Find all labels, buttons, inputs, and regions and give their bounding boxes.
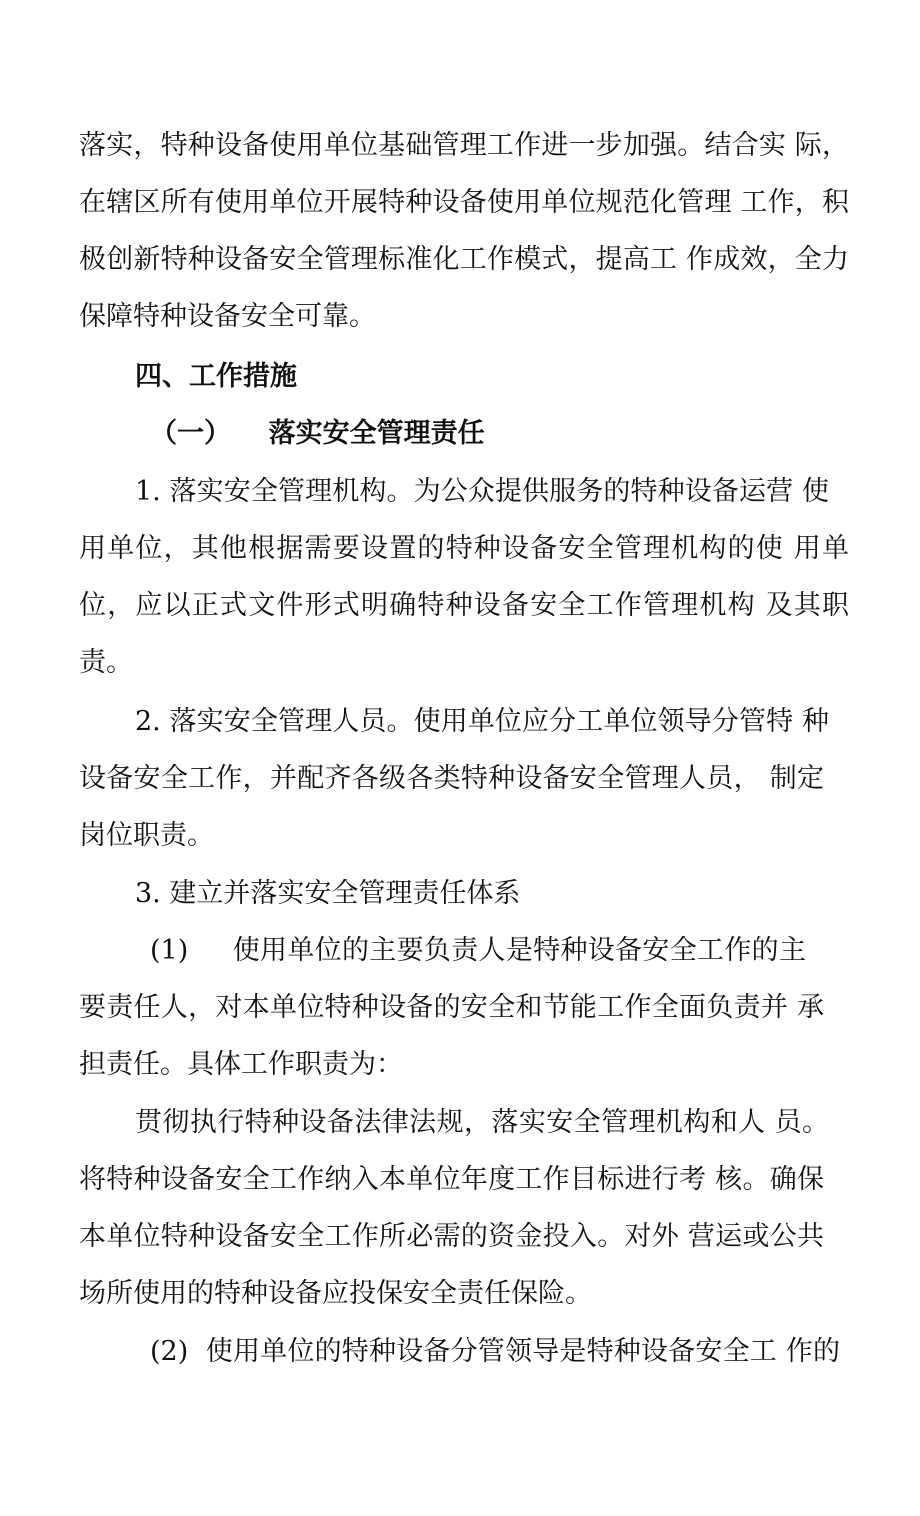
body-line: 设备安全工作，并配齐各级各类特种设备安全管理人员， 制定 xyxy=(79,763,824,794)
body-line: 场所使用的特种设备应投保安全责任保险。 xyxy=(79,1278,592,1309)
body-line: 担责任。具体工作职责为： xyxy=(79,1049,403,1080)
section-heading: 四、工作措施 xyxy=(135,361,297,392)
body-line: 位，应以正式文件形式明确特种设备安全工作管理机构 及其职 xyxy=(79,590,849,621)
body-line: 本单位特种设备安全工作所必需的资金投入。对外 营运或公共 xyxy=(79,1221,824,1252)
item-heading-line: 3. 建立并落实安全管理责任体系 xyxy=(135,878,521,909)
body-line: 责。 xyxy=(79,647,133,678)
body-line: 保障特种设备安全可靠。 xyxy=(79,301,376,332)
item-heading-line: 1. 落实安全管理机构。为公众提供服务的特种设备运营 使 xyxy=(135,476,829,507)
body-line: 贯彻执行特种设备法律法规，落实安全管理机构和人 员。 xyxy=(135,1107,829,1138)
item-heading-line: 2. 落实安全管理人员。使用单位应分工单位领导分管特 种 xyxy=(135,706,829,737)
body-line: 岗位职责。 xyxy=(79,820,214,851)
body-line: 将特种设备安全工作纳入本单位年度工作目标进行考 核。确保 xyxy=(79,1164,824,1195)
body-line: 落实，特种设备使用单位基础管理工作进一步加强。结合实 际， xyxy=(79,130,849,161)
body-line: 用单位，其他根据需要设置的特种设备安全管理机构的使 用单 xyxy=(79,533,849,564)
body-line: 要责任人，对本单位特种设备的安全和节能工作全面负责并 承 xyxy=(79,992,824,1023)
subsection-heading: （一） 落实安全管理责任 xyxy=(150,418,485,449)
body-line: 在辖区所有使用单位开展特种设备使用单位规范化管理 工作，积 xyxy=(79,187,849,218)
sub-item-line: (1) 使用单位的主要负责人是特种设备安全工作的主 xyxy=(150,935,806,966)
body-line: 极创新特种设备安全管理标准化工作模式，提高工 作成效，全力 xyxy=(79,244,849,275)
sub-item-line: (2) 使用单位的特种设备分管领导是特种设备安全工 作的 xyxy=(150,1336,840,1367)
